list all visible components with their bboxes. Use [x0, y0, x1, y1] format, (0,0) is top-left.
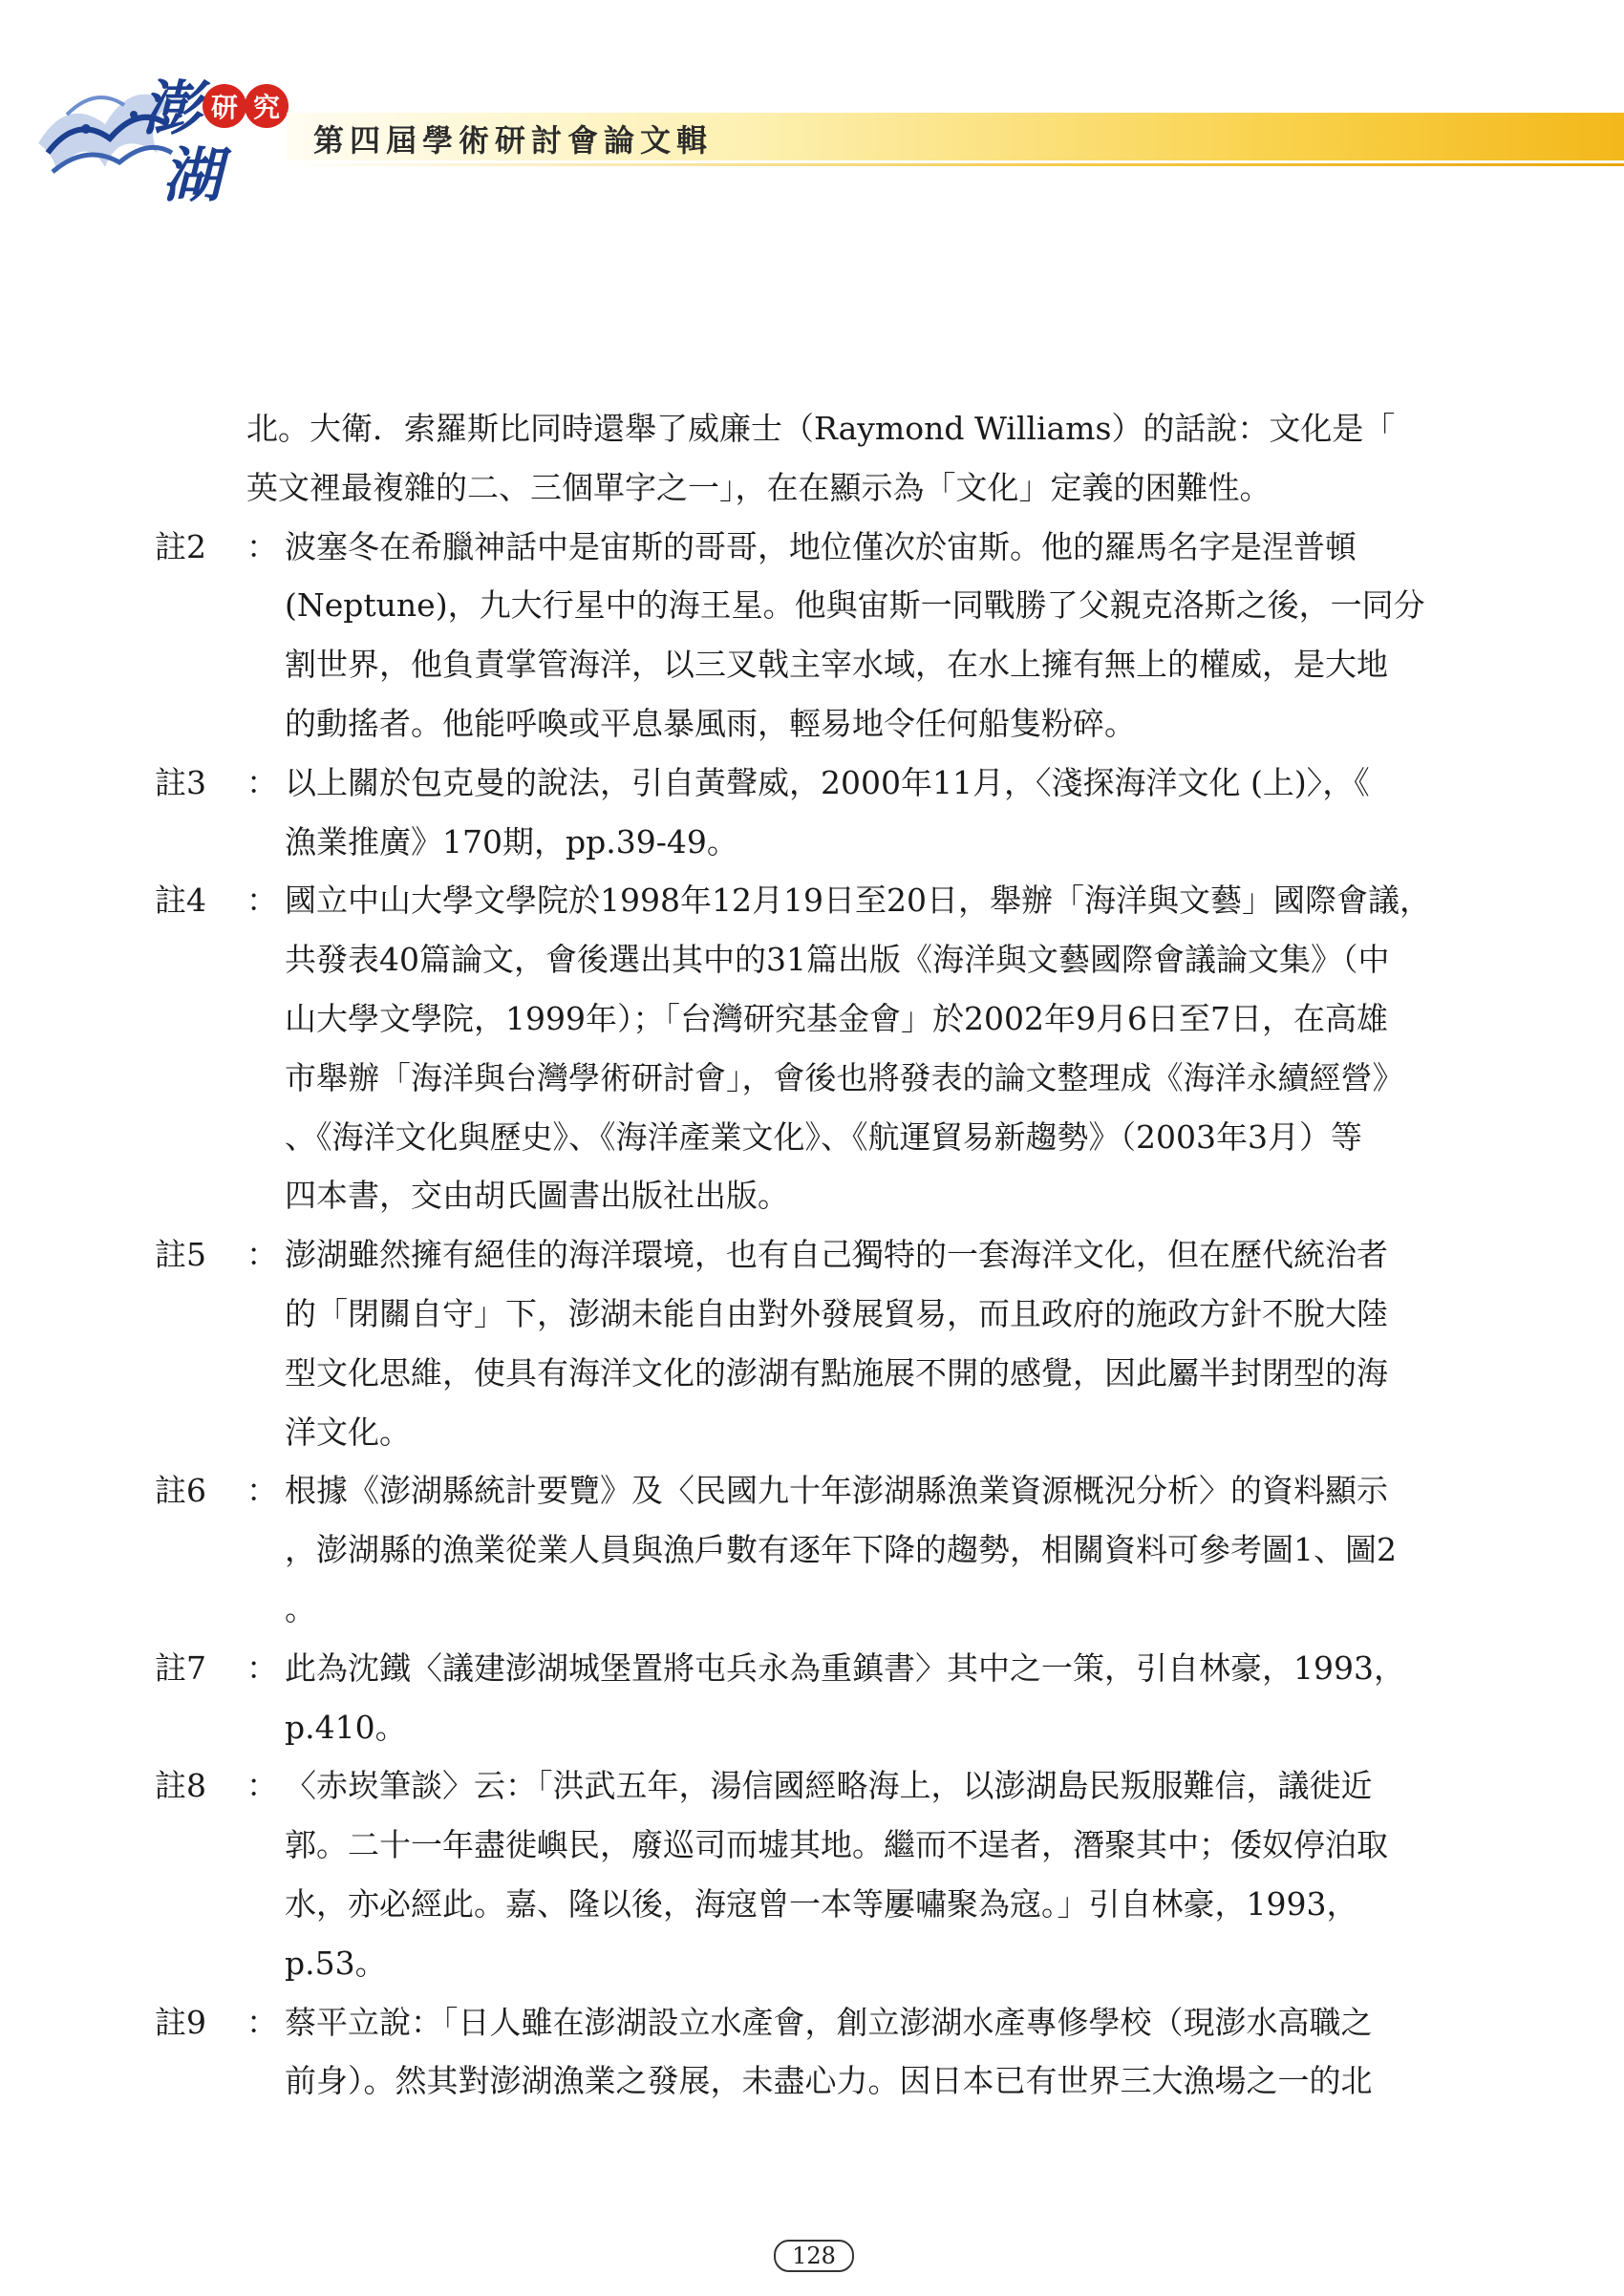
footnote-line: 的「閉關自守」下，澎湖未能自由對外發展貿易，而且政府的施政方針不脫大陸	[285, 1294, 1388, 1332]
footnote-colon: ：	[246, 1767, 278, 1805]
footnote-label: 註9	[155, 2003, 206, 2041]
footnote-line: 水，亦必經此。嘉、隆以後，海寇曾一本等屢嘯聚為寇。」引自林豪，1993，	[285, 1884, 1358, 1923]
footnote-line: (Neptune)，九大行星中的海王星。他與宙斯一同戰勝了父親克洛斯之後，一同分	[285, 586, 1425, 625]
continued-line: 北。大衛．索羅斯比同時還舉了威廉士（Raymond Williams）的話說：文化是「	[246, 410, 1396, 447]
footnote	[155, 871, 1473, 1225]
footnote-line: 市舉辦「海洋與台灣學術研討會」，會後也將發表的論文整理成《海洋永續經營》	[285, 1058, 1404, 1096]
footnote-label: 註5	[155, 1236, 206, 1274]
footnote-text	[285, 1225, 1473, 1461]
page-header	[0, 0, 1624, 220]
footnote-text	[285, 871, 1473, 1225]
footnote-line: p.410。	[285, 1708, 407, 1746]
footnote-text	[285, 1639, 1473, 1757]
page-number: 128	[774, 2240, 854, 2272]
footnote-line: 。	[285, 1589, 316, 1627]
footnote-line: 四本書，交由胡氏圖書出版社出版。	[285, 1177, 789, 1215]
footnote-line: 漁業推廣》170期，pp.39-49。	[285, 822, 738, 861]
footnote-line: 澎湖雖然擁有絕佳的海洋環境，也有自己獨特的一套海洋文化，但在歷代統治者	[285, 1236, 1388, 1274]
footnote-line: 波塞冬在希臘神話中是宙斯的哥哥，地位僅次於宙斯。他的羅馬名字是涅普頓	[285, 527, 1357, 565]
footnote-text	[285, 1461, 1473, 1638]
footnote-colon: ：	[246, 527, 278, 565]
footnote-colon: ：	[246, 882, 278, 920]
footnote-line: 洋文化。	[285, 1413, 411, 1451]
proceedings-title: 第四屆學術研討會論文輯	[313, 122, 714, 159]
footnote-line: 根據《澎湖縣統計要覽》及〈民國九十年澎湖縣漁業資源概況分析〉的資料顯示	[285, 1472, 1388, 1510]
footnote	[155, 1461, 1473, 1638]
footnote-line: 蔡平立說：「日人雖在澎湖設立水產會，創立澎湖水產專修學校（現澎水高職之	[285, 2003, 1373, 2041]
footnote-label: 註4	[155, 882, 206, 920]
footnote-line: 國立中山大學文學院於1998年12月19日至20日，舉辦「海洋與文藝」國際會議，	[285, 882, 1431, 920]
notes-list	[155, 518, 1473, 2112]
footnote-line: 郭。二十一年盡徙嶼民，廢巡司而墟其地。繼而不逞者，潛聚其中；倭奴停泊取	[285, 1826, 1388, 1864]
footnote	[155, 754, 1473, 872]
footnote-text	[285, 1993, 1473, 2112]
footnote-label: 註6	[155, 1472, 206, 1510]
footnote-line: 、《海洋文化與歷史》、《海洋產業文化》、《航運貿易新趨勢》（2003年3月）等	[285, 1117, 1362, 1156]
footnote-colon: ：	[246, 1472, 278, 1510]
footnote-text	[285, 1756, 1473, 1992]
footnote-colon: ：	[246, 2003, 278, 2041]
research-badge-2: 究	[245, 84, 288, 128]
svg-text:澎: 澎	[141, 74, 202, 143]
footnote-colon: ：	[246, 1236, 278, 1274]
footnote-colon: ：	[246, 763, 278, 801]
footnote-line: 前身）。然其對澎湖漁業之發展，未盡心力。因日本已有世界三大漁場之一的北	[285, 2062, 1373, 2100]
footnote-line: 以上關於包克曼的說法，引自黃聲威，2000年11月，〈淺探海洋文化 (上)〉，《	[285, 763, 1370, 801]
footnote-line: 山大學文學院，1999年）；「台灣研究基金會」於2002年9月6日至7日，在高雄	[285, 999, 1388, 1037]
footnote-line: 共發表40篇論文，會後選出其中的31篇出版《海洋與文藝國際會議論文集》（中	[285, 941, 1390, 979]
footnote	[155, 1993, 1473, 2112]
footnote-text	[285, 518, 1473, 754]
footnote-line: ，澎湖縣的漁業從業人員與漁戶數有逐年下降的趨勢，相關資料可參考圖1、圖2	[285, 1531, 1397, 1569]
footnote-label: 註7	[155, 1648, 206, 1687]
continued-line: 英文裡最複雜的二、三個單字之一」，在在顯示為「文化」定義的困難性。	[246, 468, 1271, 506]
footnote-line: 〈赤崁筆談〉云：「洪武五年，湯信國經略海上，以澎湖島民叛服難信，議徙近	[285, 1767, 1373, 1805]
footnotes-body	[155, 399, 1473, 2111]
footnote-line: 割世界，他負責掌管海洋，以三叉戟主宰水域，在水上擁有無上的權威，是大地	[285, 646, 1388, 684]
footnote-label: 註3	[155, 763, 206, 801]
footnote-label: 註2	[155, 527, 206, 565]
footnote-line: 型文化思維，使具有海洋文化的澎湖有點施展不開的感覺，因此屬半封閉型的海	[285, 1353, 1388, 1392]
research-badge-1: 研	[203, 84, 246, 128]
footnote	[155, 1639, 1473, 1757]
footnote	[155, 518, 1473, 754]
footnote-line: p.53。	[285, 1944, 387, 1982]
footnote	[155, 1756, 1473, 1992]
footnote	[155, 1225, 1473, 1461]
footnote-text	[285, 754, 1473, 872]
svg-text:湖: 湖	[162, 140, 223, 210]
footnote-colon: ：	[246, 1648, 278, 1687]
continued-paragraph	[155, 399, 1473, 518]
footnote-line: 此為沈鐵〈議建澎湖城堡置將屯兵永為重鎮書〉其中之一策，引自林豪，1993，	[285, 1648, 1405, 1687]
footnote-line: 的動搖者。他能呼喚或平息暴風雨，輕易地令任何船隻粉碎。	[285, 704, 1136, 742]
footnote-label: 註8	[155, 1767, 206, 1805]
